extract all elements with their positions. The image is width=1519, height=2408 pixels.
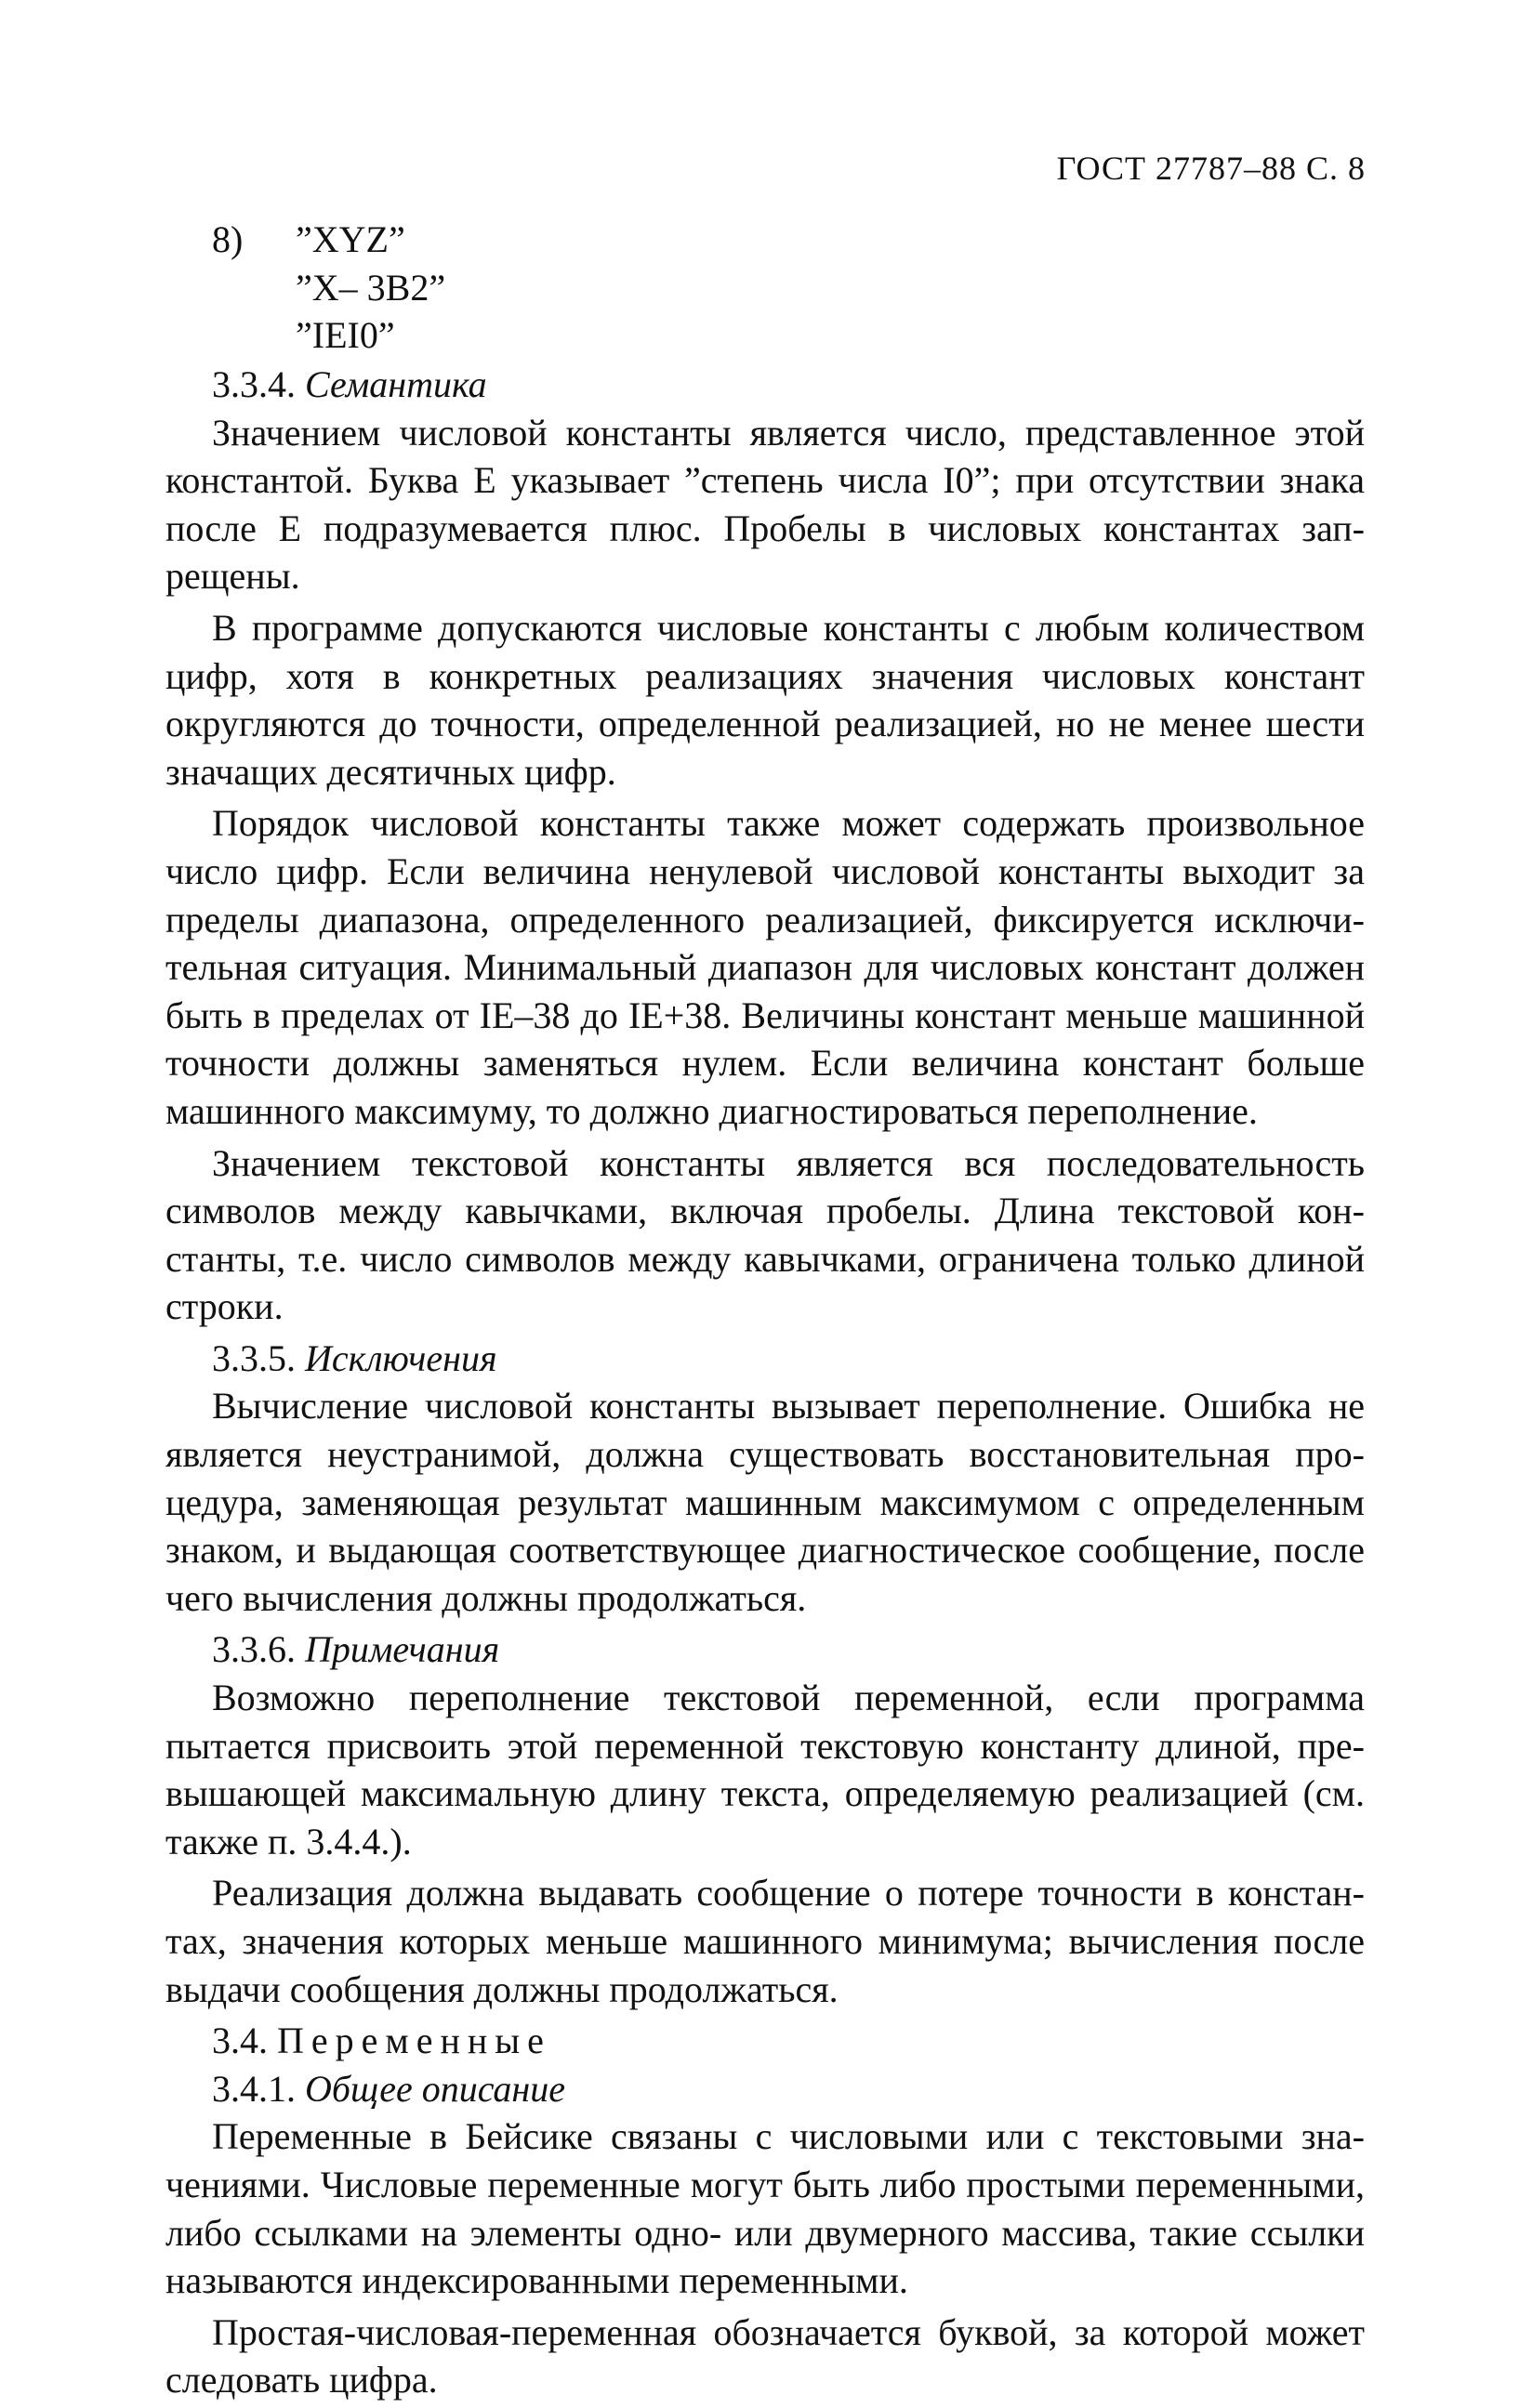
paragraph: Значением числовой константы является число, представленное этой константой. Буква Е указывает ”степень числа I0”; при отсутствии знака после Е подразумевается плюс. Пробелы в числовых константах запрещены. [165, 411, 1365, 598]
example-line: ”IEI0” [296, 314, 395, 357]
example-number: 8) [212, 218, 244, 260]
section-number: 3.3.4. [212, 363, 296, 405]
paragraph: Реализация должна выдавать сообщение о потере точности в константах, значения которых меньше машинного минимума; вычисления после выдачи сообщения должны продолжаться. [165, 1872, 1365, 2010]
page-body [165, 216, 1365, 2408]
paragraph: В программе допускаются числовые константы с любым количеством цифр, хотя в конкретных реализациях значения числовых констант округляются до точности, определенной реализацией, но не менее шести значащих десятичных цифр. [165, 606, 1365, 793]
section-heading-general-description [165, 2065, 1365, 2113]
paragraph: Переменные в Бейсике связаны с числовыми или с текстовыми значениями. Числовые переменные могут быть либо простыми переменными, либо ссылками на элементы одно- или двумерного массива, такие ссылки называются индексированными переменными. [165, 2115, 1365, 2302]
section-number: 3.3.5. [212, 1336, 296, 1379]
section-number: 3.4. [212, 2020, 268, 2062]
section-title: Переменные [277, 2020, 551, 2062]
section-heading-semantics [165, 361, 1365, 409]
example-line: ”XYZ” [296, 218, 405, 260]
section-title: Семантика [305, 363, 487, 405]
section-title: Примечания [305, 1628, 500, 1671]
paragraph: Порядок числовой константы также может содержать произвольное число цифр. Если величина ненулевой числовой константы выходит за пределы диапазона, определенного реализацией, фиксируется исключительная ситуация. Минимальный диапазон для числовых констант должен быть в пределах от IE–38 до IE+38. Величины констант меньше машинной точности должны заменяться нулем. Если величина констант больше машинного максимуму, то должно диагностироваться переполнение. [165, 802, 1365, 1132]
paragraph: Вычисление числовой константы вызывает переполнение. Ошибка не является неустранимой, должна существовать восстановительная процедура, заменяющая результат машинным максимумом с определенным знаком, и выдающая соответствующее диагностическое сообщение, после чего вычисления должны продолжаться. [165, 1385, 1365, 1619]
example-line: ”X– 3B2” [296, 266, 446, 309]
paragraph: Значением текстовой константы является вся последовательность символов между кавычками, включая пробелы. Длина текстовой константы, т.е. число символов между кавычками, ограничена только длиной строки. [165, 1141, 1365, 1328]
paragraph: Простая-числовая-переменная обозначается буквой, за которой может следовать цифра. [165, 2310, 1365, 2401]
section-title: Исключения [305, 1336, 497, 1379]
example-lines [296, 216, 445, 360]
running-head: ГОСТ 27787–88 С. 8 [1056, 150, 1366, 187]
example-list-item [212, 216, 1365, 361]
section-title: Общее описание [305, 2067, 566, 2110]
section-number: 3.4.1. [212, 2067, 296, 2110]
paragraph: Возможно переполнение текстовой переменной, если программа пытается присвоить этой переменной текстовую константу длиной, превышающей максимальную длину текста, определяемую реализацией (см. также п. 3.4.4.). [165, 1677, 1365, 1862]
section-number: 3.3.6. [212, 1628, 296, 1671]
section-heading-notes [165, 1625, 1365, 1674]
section-heading-variables [165, 2017, 1365, 2065]
section-heading-exceptions [165, 1335, 1365, 1383]
